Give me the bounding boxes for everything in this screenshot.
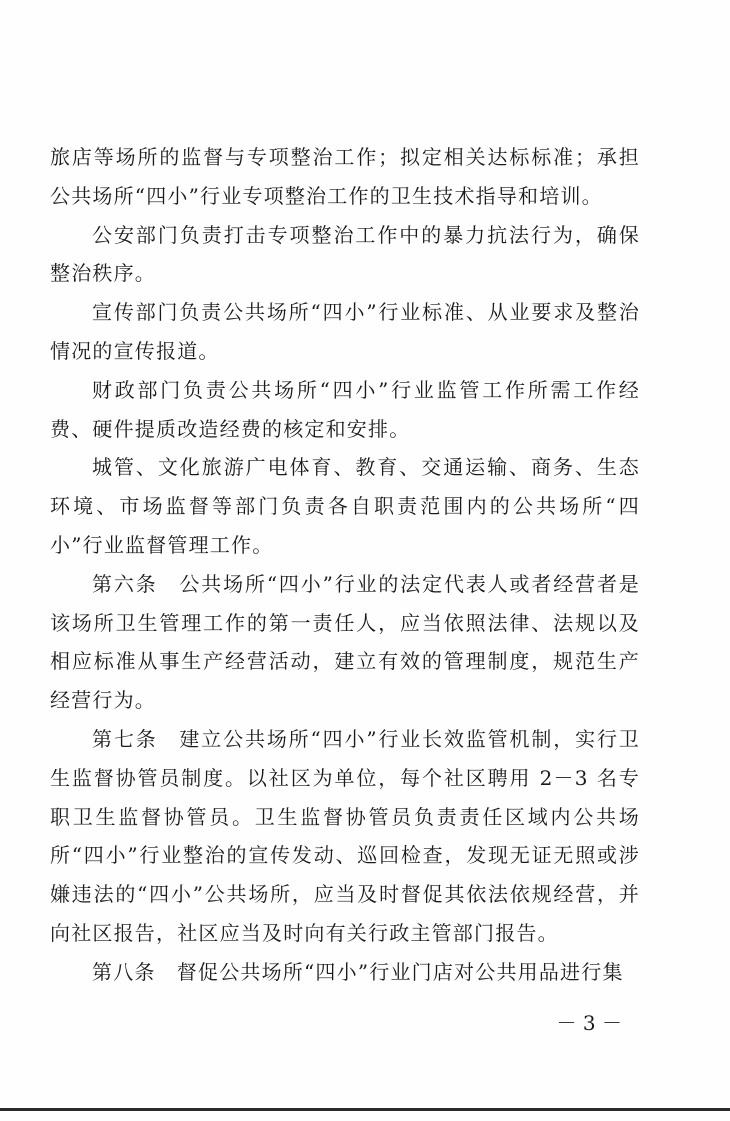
paragraph-publicity: 宣传部门负责公共场所“四小”行业标准、从业要求及整治情况的宣传报道。 [50,300,640,363]
paragraph-other-departments: 城管、文化旅游广电体育、教育、交通运输、商务、生态环境、市场监督等部门负责各自职责范围内的公共场所“四小”行业监督管理工作。 [50,455,640,557]
bottom-border-line [0,1108,730,1111]
paragraph-article-8: 第八条 督促公共场所“四小”行业门店对公共用品进行集 [92,959,624,984]
page-number: － 3 － [556,1011,622,1035]
paragraph-public-security: 公安部门负责打击专项整治工作中的暴力抗法行为，确保整治秩序。 [50,222,640,286]
paragraph-finance: 财政部门负责公共场所“四小”行业监管工作所需工作经费、硬件提质改造经费的核定和安排。 [50,377,640,441]
paragraph-article-6: 第六条 公共场所“四小”行业的法定代表人或者经营者是该场所卫生管理工作的第一责任人，应当依照法律、法规以及相应标准从事生产经营活动，建立有效的管理制度，规范生产经营行为。 [50,571,640,713]
paragraph-article-7: 第七条 建立公共场所“四小”行业长效监管机制，实行卫生监督协管员制度。以社区为单位，每个社区聘用 2－3 名专职卫生监督协管员。卫生监督协管员负责责任区域内公共场所“四小”行业整治的宣传发动、巡回检查，发现无证无照或涉嫌违法的“四小”公共场所，应当及时督促其依法依规经营，并向社区报告，社区应当及时向有关行政主管部门报告。 [50,726,640,945]
document-body [50,138,640,992]
paragraph-continuation: 旅店等场所的监督与专项整治工作；拟定相关达标标准；承担公共场所“四小”行业专项整治工作的卫生技术指导和培训。 [50,145,640,208]
